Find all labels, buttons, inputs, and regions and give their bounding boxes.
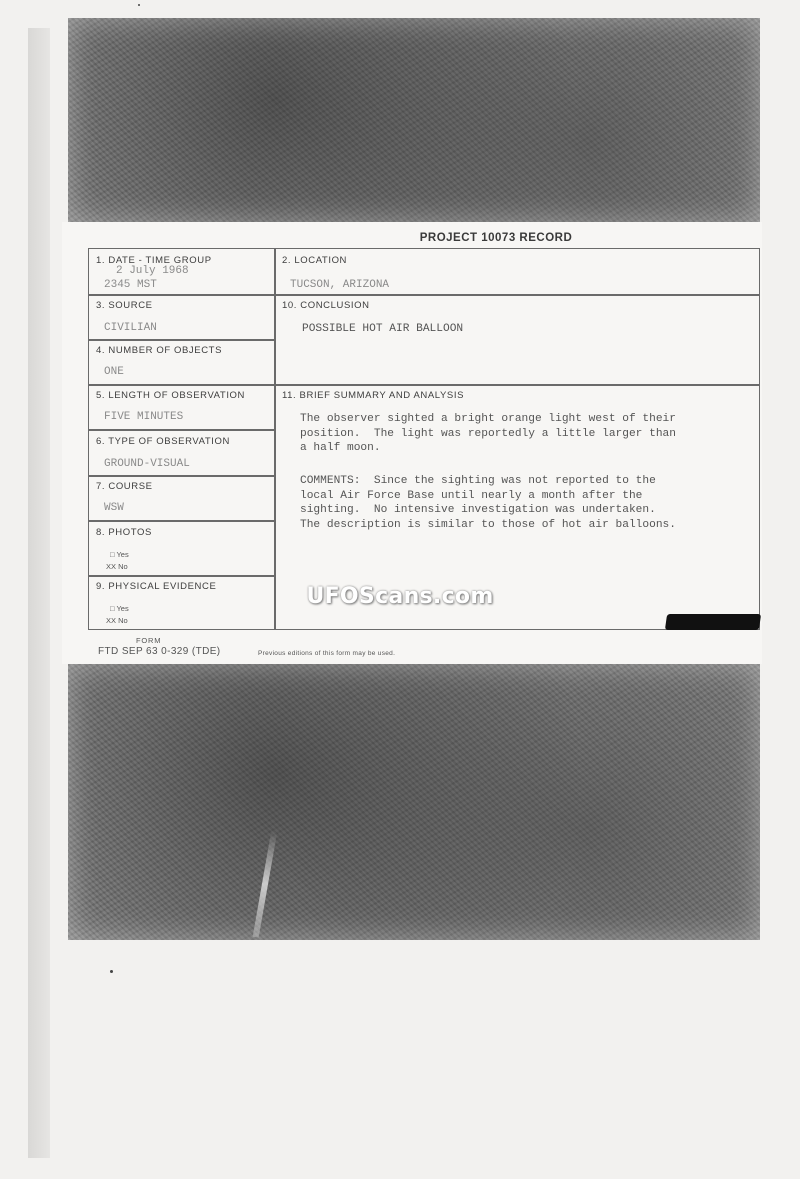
photos-yes-checkbox: □ Yes bbox=[110, 550, 129, 559]
photos-label: 8. PHOTOS bbox=[96, 527, 152, 538]
physical-evidence-yes-checkbox: □ Yes bbox=[110, 604, 129, 613]
number-of-objects-value: ONE bbox=[104, 366, 124, 378]
number-of-objects-label: 4. NUMBER OF OBJECTS bbox=[96, 345, 223, 356]
date-time-group-label: 1. DATE - TIME GROUP bbox=[96, 255, 212, 266]
conclusion-value: POSSIBLE HOT AIR BALLOON bbox=[302, 323, 464, 335]
comments-paragraph: COMMENTS: Since the sighting was not reported to the local Air Force Base until nearly a month after the sighting. No intensive investigation was undertaken. The description is similar to those of hot air balloons. bbox=[300, 475, 676, 531]
location-label: 2. LOCATION bbox=[282, 255, 348, 266]
source-label: 3. SOURCE bbox=[96, 300, 153, 311]
column-divider bbox=[274, 248, 276, 630]
length-of-observation-label: 5. LENGTH OF OBSERVATION bbox=[96, 390, 246, 401]
source-value: CIVILIAN bbox=[104, 322, 157, 334]
row-divider bbox=[88, 520, 274, 522]
summary-label: 11. BRIEF SUMMARY AND ANALYSIS bbox=[282, 390, 465, 401]
physical-evidence-no-checkbox: XX No bbox=[106, 616, 128, 625]
date-value: 2 July 1968 bbox=[116, 265, 189, 277]
row-divider bbox=[88, 339, 274, 341]
watermark-text: UFOScans.com bbox=[306, 584, 494, 609]
conclusion-label: 10. CONCLUSION bbox=[282, 300, 370, 311]
form-number: FTD SEP 63 0-329 (TDE) bbox=[98, 646, 221, 657]
type-of-observation-label: 6. TYPE OF OBSERVATION bbox=[96, 436, 230, 447]
row-divider bbox=[88, 384, 760, 386]
redacted-scan-area-bottom bbox=[68, 664, 760, 940]
form-word: FORM bbox=[136, 636, 162, 645]
row-divider bbox=[88, 294, 760, 296]
location-value: TUCSON, ARIZONA bbox=[290, 279, 390, 291]
photos-no-checkbox: XX No bbox=[106, 562, 128, 571]
row-divider bbox=[88, 429, 274, 431]
scan-speck bbox=[138, 4, 140, 6]
form-title: PROJECT 10073 RECORD bbox=[419, 232, 573, 244]
row-divider bbox=[88, 475, 274, 477]
physical-evidence-label: 9. PHYSICAL EVIDENCE bbox=[96, 581, 217, 592]
length-of-observation-value: FIVE MINUTES bbox=[104, 411, 184, 423]
redacted-scan-area-top bbox=[68, 18, 760, 222]
course-label: 7. COURSE bbox=[96, 481, 153, 492]
type-of-observation-value: GROUND-VISUAL bbox=[104, 458, 190, 470]
course-value: WSW bbox=[104, 502, 124, 514]
summary-paragraph: The observer sighted a bright orange light west of their position. The light was reportedly a little larger than a half moon. bbox=[300, 413, 676, 454]
previous-editions-note: Previous editions of this form may be used. bbox=[258, 650, 396, 657]
scan-edge-shadow bbox=[28, 28, 50, 1158]
row-divider bbox=[88, 575, 274, 577]
scan-speck bbox=[110, 970, 113, 973]
time-value: 2345 MST bbox=[104, 279, 157, 291]
redaction-mark bbox=[665, 614, 761, 630]
